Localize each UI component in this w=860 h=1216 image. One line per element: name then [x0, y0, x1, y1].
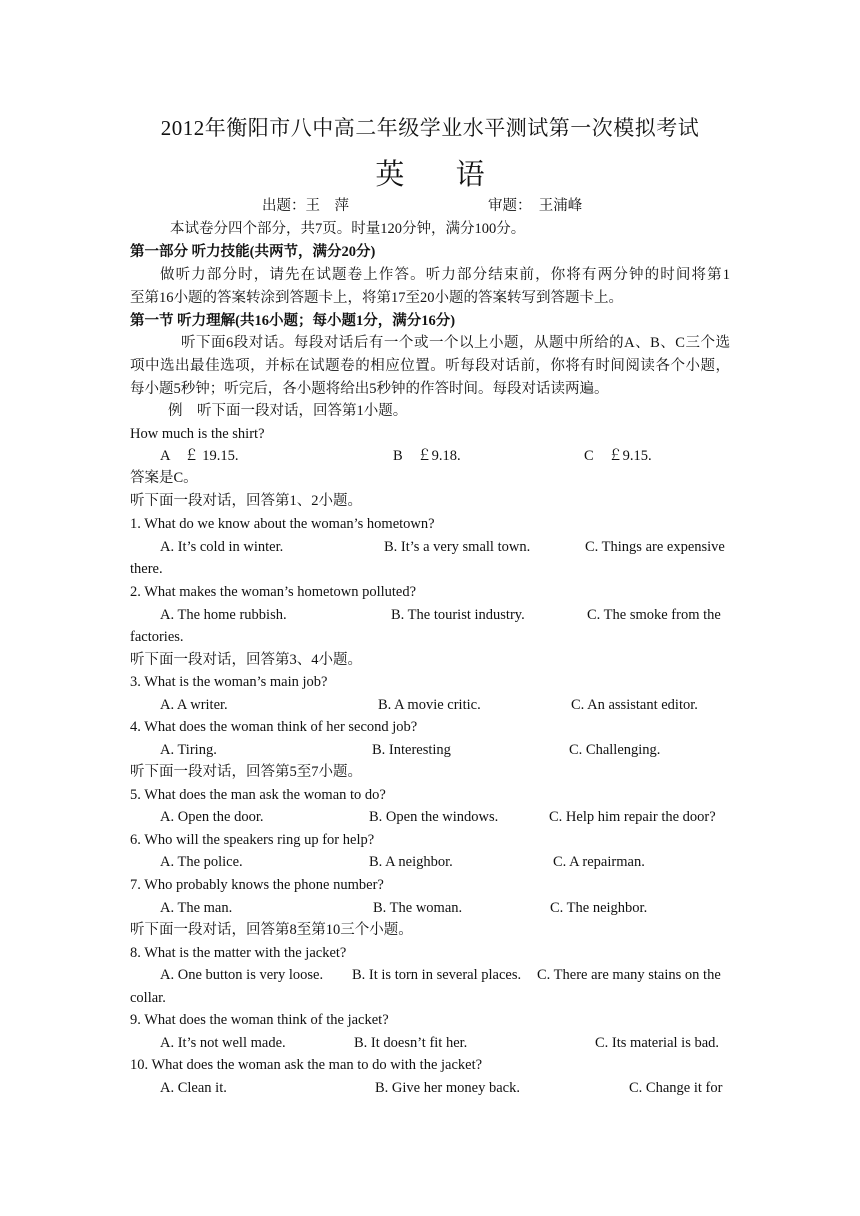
- dialogue4-intro: 听下面一段对话，回答第8至第10三个小题。: [130, 922, 413, 938]
- example-option-a: A ￡ 19.15.: [160, 448, 239, 464]
- q4-option-a: A. Tiring.: [160, 742, 217, 758]
- example-intro: 例 听下面一段对话，回答第1小题。: [168, 403, 408, 419]
- example-answer: 答案是C。: [130, 470, 198, 486]
- q3-question: 3. What is the woman’s main job?: [130, 674, 328, 690]
- q10-option-b: B. Give her money back.: [375, 1080, 520, 1096]
- q2-question: 2. What makes the woman’s hometown polluted?: [130, 584, 417, 600]
- q2-option-c: C. The smoke from the: [587, 607, 721, 623]
- q3-option-b: B. A movie critic.: [378, 697, 481, 713]
- part1-instruction-line2: 至第16小题的答案转涂到答题卡上，将第17至20小题的答案转写到答题卡上。: [130, 290, 623, 306]
- example-option-c: C ￡9.15.: [584, 448, 652, 464]
- q1-option-a: A. It’s cold in winter.: [160, 539, 284, 555]
- q9-question: 9. What does the woman think of the jacket?: [130, 1012, 389, 1028]
- q5-option-b: B. Open the windows.: [369, 809, 499, 825]
- q1-option-b: B. It’s a very small town.: [384, 539, 531, 555]
- section1-heading: 第一节 听力理解(共16小题；每小题1分，满分16分): [130, 313, 456, 329]
- paper-intro: 本试卷分四个部分，共7页。时量120分钟，满分100分。: [170, 221, 526, 237]
- section1-instruction-line2: 项中选出最佳选项，并标在试题卷的相应位置。听每段对话前，你将有时间阅读各个小题，: [130, 358, 730, 374]
- q8-question: 8. What is the matter with the jacket?: [130, 945, 347, 961]
- q5-option-c: C. Help him repair the door?: [549, 809, 716, 825]
- part1-instruction-line1: 做听力部分时，请先在试题卷上作答。听力部分结束前，你将有两分钟的时间将第1: [160, 267, 730, 283]
- setter-credit: 出题：王 萍: [262, 198, 349, 214]
- q8-option-c-continued: collar.: [130, 990, 166, 1006]
- q4-option-c: C. Challenging.: [569, 742, 661, 758]
- q7-option-a: A. The man.: [160, 900, 233, 916]
- q6-option-b: B. A neighbor.: [369, 854, 453, 870]
- q10-option-c: C. Change it for: [629, 1080, 723, 1096]
- q5-question: 5. What does the man ask the woman to do?: [130, 787, 386, 803]
- dialogue3-intro: 听下面一段对话，回答第5至7小题。: [130, 764, 362, 780]
- q2-option-c-continued: factories.: [130, 629, 184, 645]
- q1-question: 1. What do we know about the woman’s hometown?: [130, 516, 435, 532]
- q6-option-c: C. A repairman.: [553, 854, 645, 870]
- q10-question: 10. What does the woman ask the man to do with the jacket?: [130, 1057, 483, 1073]
- q2-option-b: B. The tourist industry.: [391, 607, 525, 623]
- q4-question: 4. What does the woman think of her second job?: [130, 719, 418, 735]
- dialogue1-intro: 听下面一段对话，回答第1、2小题。: [130, 493, 362, 509]
- q6-question: 6. Who will the speakers ring up for help?: [130, 832, 375, 848]
- q1-option-c-continued: there.: [130, 561, 163, 577]
- reviewer-credit: 审题： 王浦峰: [488, 198, 583, 214]
- subject-title: 英 语: [375, 159, 507, 191]
- exam-title: 2012年衡阳市八中高二年级学业水平测试第一次模拟考试: [160, 116, 700, 140]
- q7-question: 7. Who probably knows the phone number?: [130, 877, 384, 893]
- q9-option-c: C. Its material is bad.: [595, 1035, 720, 1051]
- q5-option-a: A. Open the door.: [160, 809, 264, 825]
- q3-option-c: C. An assistant editor.: [571, 697, 698, 713]
- q7-option-b: B. The woman.: [373, 900, 463, 916]
- q7-option-c: C. The neighbor.: [550, 900, 648, 916]
- part1-heading: 第一部分 听力技能(共两节，满分20分): [130, 244, 376, 260]
- q10-option-a: A. Clean it.: [160, 1080, 227, 1096]
- q4-option-b: B. Interesting: [372, 742, 451, 758]
- q1-option-c: C. Things are expensive: [585, 539, 725, 555]
- q8-option-b: B. It is torn in several places.: [352, 967, 522, 983]
- q6-option-a: A. The police.: [160, 854, 243, 870]
- q2-option-a: A. The home rubbish.: [160, 607, 287, 623]
- example-question: How much is the shirt?: [130, 426, 265, 442]
- q9-option-a: A. It’s not well made.: [160, 1035, 286, 1051]
- example-option-b: B ￡9.18.: [393, 448, 461, 464]
- q3-option-a: A. A writer.: [160, 697, 228, 713]
- q8-option-c: C. There are many stains on the: [537, 967, 721, 983]
- q8-option-a: A. One button is very loose.: [160, 967, 324, 983]
- section1-instruction-line3: 每小题5秒钟；听完后，各小题将给出5秒钟的作答时间。每段对话读两遍。: [130, 381, 609, 397]
- section1-instruction-line1: 听下面6段对话。每段对话后有一个或一个以上小题，从题中所给的A、B、C三个选: [181, 335, 730, 351]
- q9-option-b: B. It doesn’t fit her.: [354, 1035, 468, 1051]
- dialogue2-intro: 听下面一段对话，回答第3、4小题。: [130, 652, 362, 668]
